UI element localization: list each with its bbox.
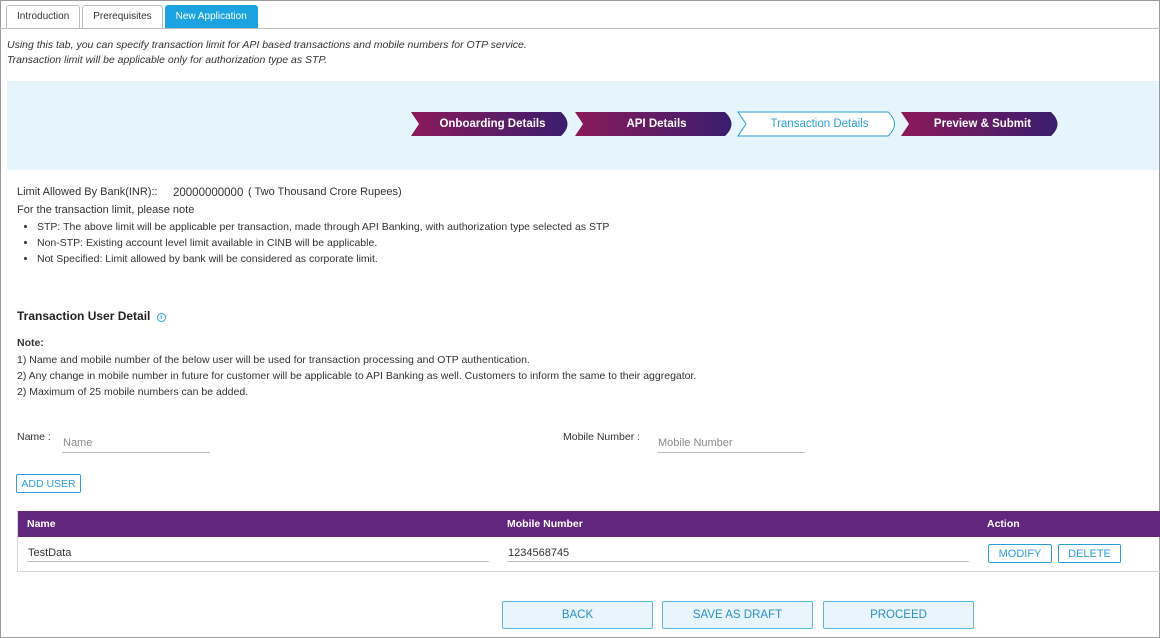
notes-list: [17, 352, 696, 400]
row-mobile-input[interactable]: [507, 544, 969, 562]
limit-note-intro: For the transaction limit, please note: [17, 204, 195, 216]
step-label: Preview & Submit: [933, 118, 1032, 130]
note-item: 1) Name and mobile number of the below user will be used for transaction processing and OTP authentication.: [17, 354, 530, 366]
mobile-label: Mobile Number :: [563, 431, 641, 443]
modify-button[interactable]: MODIFY: [988, 544, 1052, 563]
note-item: 2) Any change in mobile number in future for customer will be applicable to API Banking as well. Customers to inform the same to their aggregator.: [17, 370, 697, 382]
column-header-action: Action: [987, 518, 1020, 530]
delete-button[interactable]: DELETE: [1058, 544, 1121, 563]
tab-divider: [0, 28, 1160, 29]
column-header-name[interactable]: Name: [27, 518, 56, 530]
back-button[interactable]: BACK: [502, 601, 653, 629]
tab-prerequisites[interactable]: Prerequisites: [82, 5, 162, 29]
note-item: 2) Maximum of 25 mobile numbers can be added.: [17, 386, 249, 398]
step-preview-submit[interactable]: [900, 111, 1065, 137]
mobile-input[interactable]: [657, 433, 805, 453]
section-title: [17, 309, 166, 323]
intro-text: [7, 38, 907, 68]
note-title: Note:: [17, 337, 44, 349]
column-header-mobile[interactable]: Mobile Number: [507, 518, 583, 530]
tab-bar: [6, 5, 258, 29]
intro-line-1: Using this tab, you can specify transaction limit for API based transactions and mobile numbers for OTP service.: [7, 39, 527, 51]
table-header: [18, 511, 1160, 537]
limit-value: 20000000000: [173, 187, 244, 199]
tab-introduction[interactable]: Introduction: [6, 5, 80, 29]
limit-in-words: ( Two Thousand Crore Rupees): [248, 186, 402, 198]
limit-row: [17, 186, 402, 199]
step-onboarding-details[interactable]: [410, 111, 575, 137]
name-input[interactable]: [62, 433, 210, 453]
step-api-details[interactable]: [574, 111, 739, 137]
tab-new-application[interactable]: New Application: [165, 5, 258, 29]
step-label: Transaction Details: [770, 118, 869, 130]
limit-bullet: • Non-STP: Existing account level limit available in CINB will be applicable.: [37, 235, 609, 251]
name-label: Name :: [17, 431, 51, 443]
add-user-button[interactable]: ADD USER: [16, 474, 81, 493]
step-transaction-details[interactable]: [737, 111, 902, 137]
step-label: Onboarding Details: [439, 118, 546, 130]
proceed-button[interactable]: PROCEED: [823, 601, 974, 629]
limit-bullet: • STP: The above limit will be applicable per transaction, made through API Banking, with authorization type selected as STP: [37, 219, 609, 235]
intro-line-2: Transaction limit will be applicable only for authorization type as STP.: [7, 54, 328, 66]
limit-bullets: [17, 219, 609, 267]
limit-label: Limit Allowed By Bank(INR)::: [17, 186, 158, 198]
limit-bullet: • Not Specified: Limit allowed by bank will be considered as corporate limit.: [37, 251, 609, 267]
user-table: [17, 511, 1160, 572]
info-icon[interactable]: i: [157, 313, 166, 322]
save-as-draft-button[interactable]: SAVE AS DRAFT: [662, 601, 813, 629]
section-title-text: Transaction User Detail: [17, 309, 151, 323]
step-label: API Details: [626, 118, 687, 130]
row-name-input[interactable]: [27, 544, 489, 562]
